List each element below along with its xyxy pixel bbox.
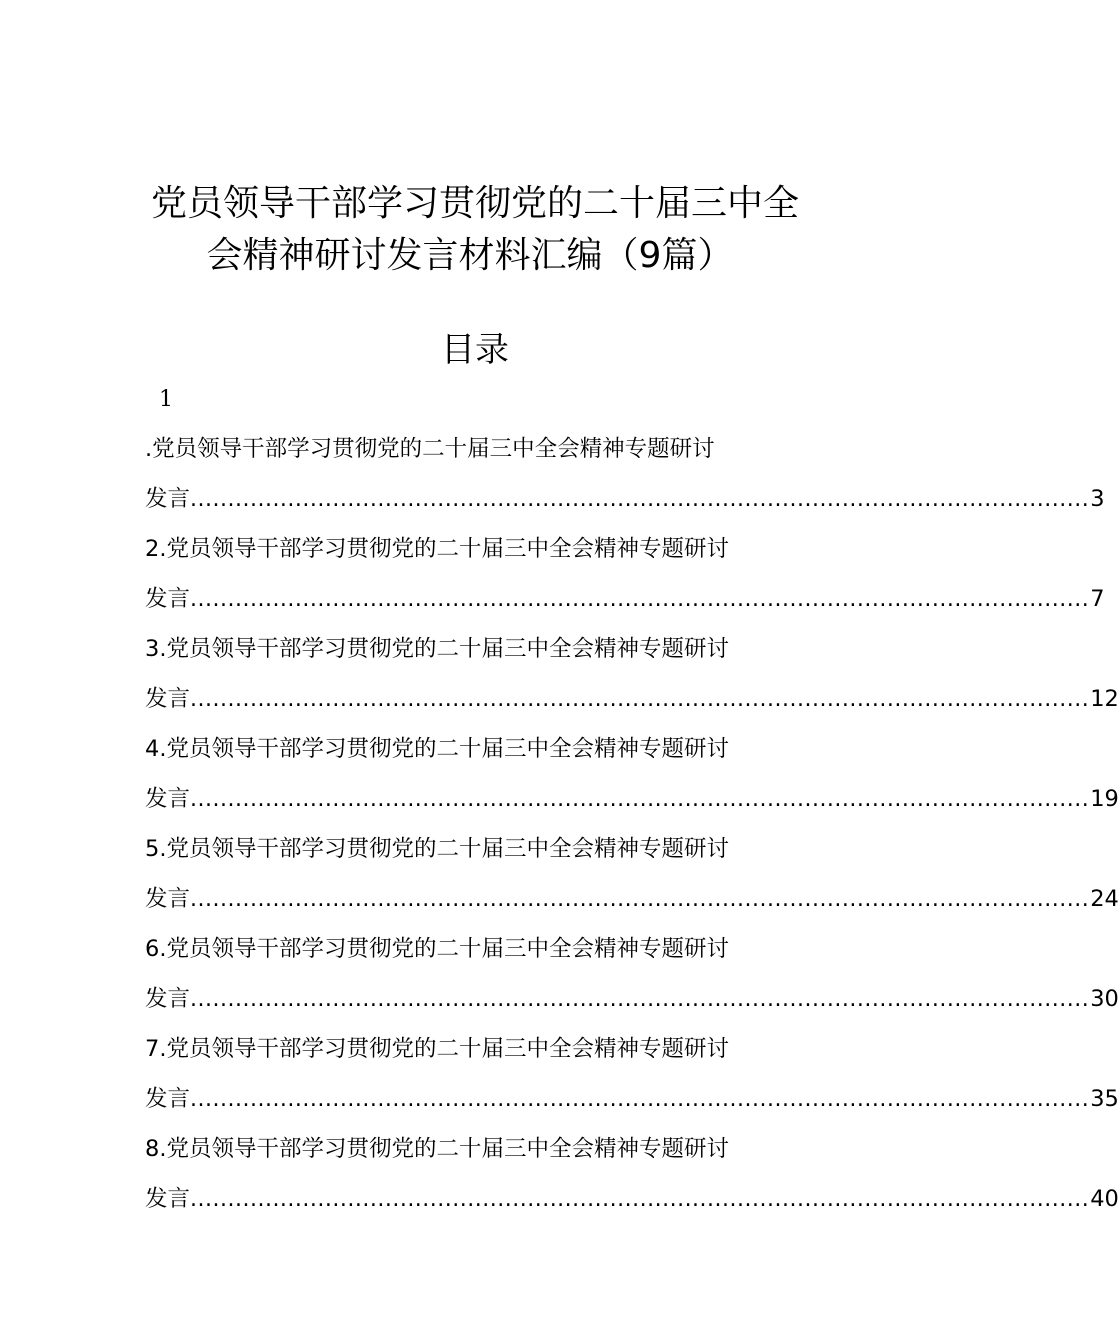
toc-entry-title: 8.党员领导干部学习贯彻党的二十届三中全会精神专题研讨 — [145, 1136, 729, 1162]
toc-entry-title: 2.党员领导干部学习贯彻党的二十届三中全会精神专题研讨 — [145, 536, 729, 562]
toc-entry-title: .党员领导干部学习贯彻党的二十届三中全会精神专题研讨 — [145, 436, 715, 462]
toc-entry[interactable] — [145, 1024, 1119, 1124]
toc-entry-title-line — [145, 624, 805, 674]
toc-entry-title-line — [145, 524, 805, 574]
toc-entry-title-suffix: 发言 — [145, 586, 191, 612]
toc-entry-title: 4.党员领导干部学习贯彻党的二十届三中全会精神专题研讨 — [145, 736, 729, 762]
toc-entry-title-line — [145, 824, 805, 874]
toc-entry-title-line — [145, 1124, 805, 1174]
toc-page-number: 3 — [1090, 486, 1105, 512]
toc-dot-leader: ........................................................................................................................ — [190, 987, 1090, 1012]
toc-entry[interactable] — [145, 824, 1119, 924]
toc-page-number: 12 — [1090, 686, 1119, 712]
toc-entry-title-line — [145, 1024, 805, 1074]
toc-entry-title: 6.党员领导干部学习贯彻党的二十届三中全会精神专题研讨 — [145, 936, 729, 962]
toc-dot-leader: ........................................................................................................................ — [190, 1087, 1090, 1112]
toc-page-number: 30 — [1090, 986, 1119, 1012]
toc-entry-title-suffix: 发言 — [145, 1086, 191, 1112]
toc-entry-leader-line — [145, 874, 1119, 924]
toc-dot-leader: ........................................................................................................................ — [190, 487, 1090, 512]
toc-entry-leader-line — [145, 974, 1119, 1024]
toc-entry-leader-line — [145, 574, 1105, 624]
toc-dot-leader: ........................................................................................................................ — [190, 887, 1090, 912]
document-title-line-1: 党员领导干部学习贯彻党的二十届三中全 — [150, 183, 799, 224]
toc-page-number: 40 — [1090, 1186, 1119, 1212]
toc-entry[interactable] — [145, 424, 1105, 524]
toc-entry-title: 3.党员领导干部学习贯彻党的二十届三中全会精神专题研讨 — [145, 636, 729, 662]
toc-entry-title: 5.党员领导干部学习贯彻党的二十届三中全会精神专题研讨 — [145, 836, 729, 862]
toc-entry-title-line — [145, 424, 805, 474]
toc-entry-title: 7.党员领导干部学习贯彻党的二十届三中全会精神专题研讨 — [145, 1036, 729, 1062]
toc-entry[interactable] — [145, 724, 1119, 824]
toc-entry-leader-line — [145, 474, 1105, 524]
toc-dot-leader: ........................................................................................................................ — [190, 1187, 1090, 1212]
toc-entry-title-suffix: 发言 — [145, 986, 191, 1012]
toc-entry[interactable] — [145, 924, 1119, 1024]
toc-entry-title-suffix: 发言 — [145, 486, 191, 512]
toc-entry-leader-line — [145, 674, 1119, 724]
toc-entry-title-suffix: 发言 — [145, 786, 191, 812]
toc-dot-leader: ........................................................................................................................ — [190, 687, 1090, 712]
toc-entry[interactable] — [145, 524, 1105, 624]
toc-page-number: 24 — [1090, 886, 1119, 912]
toc-entry-title-suffix: 发言 — [145, 1186, 191, 1212]
toc-first-number: 1 — [159, 387, 173, 412]
toc-entry-leader-line — [145, 1074, 1119, 1124]
toc-page-number: 35 — [1090, 1086, 1119, 1112]
toc-entry[interactable] — [145, 1124, 1119, 1224]
toc-entry-title-line — [145, 724, 805, 774]
toc-heading: 目录 — [441, 330, 509, 370]
toc-page-number: 19 — [1090, 786, 1119, 812]
toc-entry[interactable] — [145, 624, 1119, 724]
toc-entry-title-line — [145, 924, 805, 974]
toc-dot-leader: ........................................................................................................................ — [190, 587, 1090, 612]
table-of-contents — [145, 424, 1119, 1224]
toc-entry-leader-line — [145, 774, 1119, 824]
toc-entry-title-suffix: 发言 — [145, 886, 191, 912]
toc-dot-leader: ........................................................................................................................ — [190, 787, 1090, 812]
toc-entry-title-suffix: 发言 — [145, 686, 191, 712]
toc-page-number: 7 — [1090, 586, 1105, 612]
toc-entry-leader-line — [145, 1174, 1119, 1224]
document-title-line-2: 会精神研讨发言材料汇编（9篇） — [206, 235, 734, 276]
document-title — [0, 178, 950, 282]
